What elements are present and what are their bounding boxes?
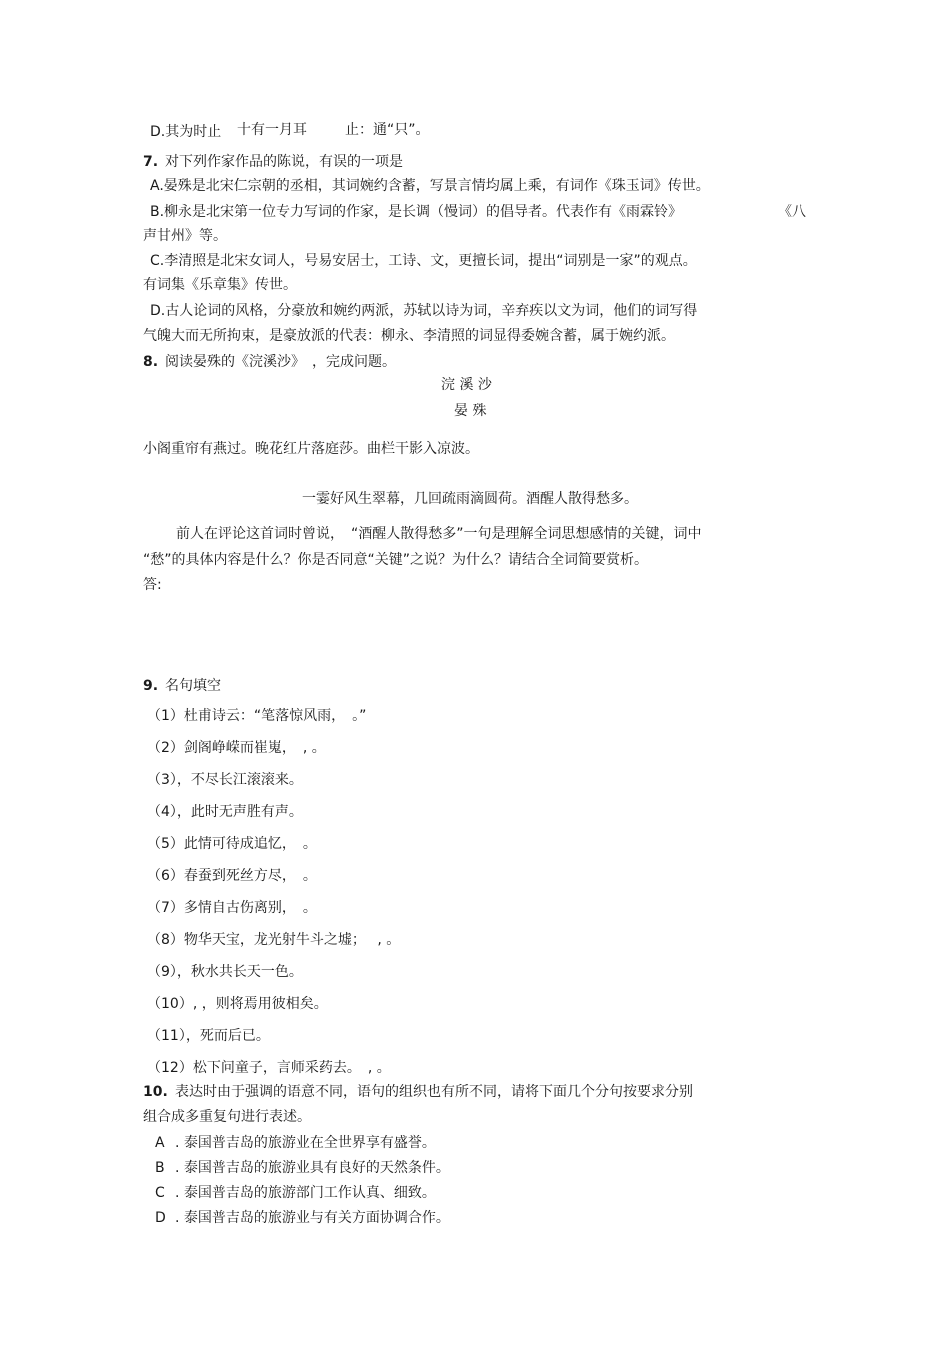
q6-option-d-prefix: D.其为时止 <box>150 124 222 140</box>
q7-number: 7. <box>143 154 159 170</box>
q7-option-d-line2: 气魄大而无所拘束，是豪放派的代表：柳永、李清照的词显得委婉含蓄，属于婉约派。 <box>143 328 675 344</box>
q7-option-b-right: 《八 <box>778 204 806 220</box>
q8-number: 8. <box>143 354 159 370</box>
q9-item: （12）松下问童子，言师采药去。 , 。 <box>147 1060 391 1076</box>
q10-option-text: . 泰国普吉岛的旅游业在全世界享有盛誉。 <box>175 1135 436 1151</box>
q7-option-a: A.晏殊是北宋仁宗朝的丞相，其词婉约含蓄，写景言情均属上乘，有词作《珠玉词》传世。 <box>150 178 710 194</box>
q10-stem-line2: 组合成多重复句进行表述。 <box>143 1109 311 1125</box>
q9-item: （6）春蚕到死丝方尽， 。 <box>147 868 317 884</box>
q9-item: （10）, ，则将焉用彼相矣。 <box>147 996 328 1012</box>
poem-line-1: 小阁重帘有燕过。晚花红片落庭莎。曲栏干影入凉波。 <box>143 441 479 457</box>
q10-option-letter: B <box>155 1160 165 1176</box>
q6-option-d-suffix: 止：通“只”。 <box>345 122 430 138</box>
poem-author: 晏 殊 <box>454 403 487 419</box>
q8-stem: 阅读晏殊的《浣溪沙》 ，完成问题。 <box>165 354 396 370</box>
q9-item: （4），此时无声胜有声。 <box>147 804 303 820</box>
q10-option-text: . 泰国普吉岛的旅游部门工作认真、细致。 <box>175 1185 436 1201</box>
q10-option-letter: C <box>155 1185 165 1201</box>
q7-option-c-line2: 有词集《乐章集》传世。 <box>143 277 297 293</box>
q8-question-line1: 前人在评论这首词时曾说， “酒醒人散得愁多”一句是理解全词思想感情的关键，词中 <box>176 526 702 542</box>
q7-option-b-line2: 声甘州》等。 <box>143 228 227 244</box>
q8-question-line2: “愁”的具体内容是什么？你是否同意“关键”之说？为什么？请结合全词简要赏析。 <box>143 552 649 568</box>
q9-item: （8）物华天宝，龙光射牛斗之墟； , 。 <box>147 932 401 948</box>
q9-number: 9. <box>143 678 159 694</box>
q9-stem: 名句填空 <box>165 678 221 694</box>
q7-option-d-line1: D.古人论词的风格，分豪放和婉约两派，苏轼以诗为词，辛弃疾以文为词，他们的词写得 <box>150 303 698 319</box>
q7-stem: 对下列作家作品的陈说，有误的一项是 <box>165 154 403 170</box>
q10-option-text: . 泰国普吉岛的旅游业与有关方面协调合作。 <box>175 1210 450 1226</box>
q8-answer-label: 答: <box>143 577 162 593</box>
q9-item: （1）杜甫诗云：“笔落惊风雨， 。” <box>147 708 367 724</box>
q9-item: （7）多情自古伤离别， 。 <box>147 900 317 916</box>
q7-option-c-line1: C.李清照是北宋女词人，号易安居士，工诗、文，更擅长词，提出“词别是一家”的观点。 <box>150 253 697 269</box>
q9-item: （3），不尽长江滚滚来。 <box>147 772 303 788</box>
q10-number: 10. <box>143 1084 168 1100</box>
poem-line-2: 一霎好风生翠幕，几回疏雨滴圆荷。酒醒人散得愁多。 <box>302 491 638 507</box>
q6-option-d-middle: 十有一月耳 <box>237 122 307 138</box>
q9-item: （11），死而后已。 <box>147 1028 270 1044</box>
q10-option-letter: A <box>155 1135 165 1151</box>
q9-item: （5）此情可待成追忆， 。 <box>147 836 317 852</box>
q10-option-text: . 泰国普吉岛的旅游业具有良好的天然条件。 <box>175 1160 450 1176</box>
q10-stem-line1: 表达时由于强调的语意不同，语句的组织也有所不同，请将下面几个分句按要求分别 <box>175 1084 693 1100</box>
q9-item: （2）剑阁峥嵘而崔嵬， , 。 <box>147 740 326 756</box>
q7-option-b-line1: B.柳永是北宋第一位专力写词的作家，是长调（慢词）的倡导者。代表作有《雨霖铃》 <box>150 204 683 220</box>
q10-option-letter: D <box>155 1210 166 1226</box>
q9-item: （9），秋水共长天一色。 <box>147 964 303 980</box>
poem-title: 浣 溪 沙 <box>441 377 492 393</box>
